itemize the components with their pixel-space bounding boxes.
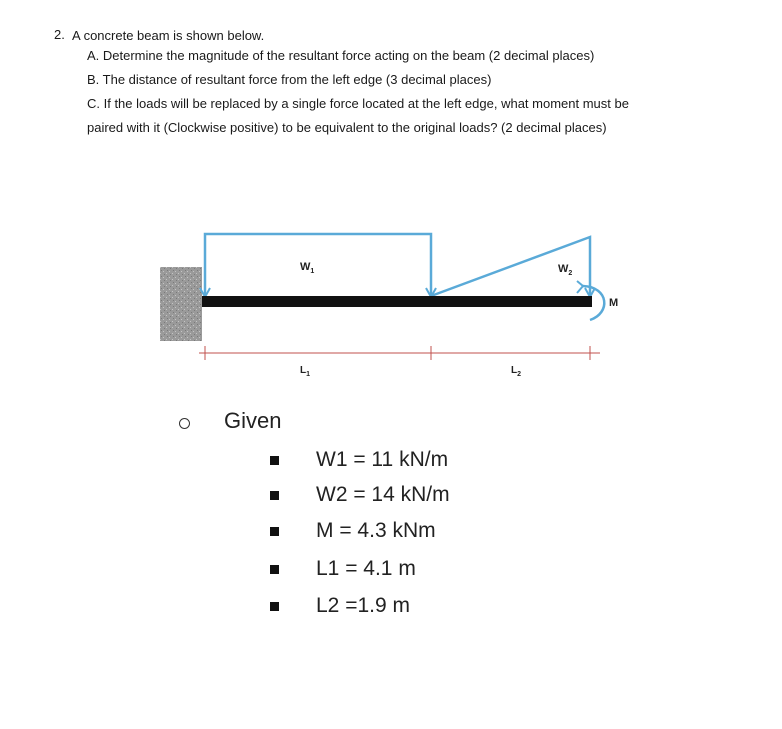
l2-label: $L_2$	[511, 365, 522, 378]
question-number: 2.	[54, 27, 65, 42]
square-bullet-icon	[270, 565, 279, 574]
given-item-w2	[270, 481, 450, 509]
square-bullet-icon	[270, 456, 279, 465]
w1-uniform-load	[205, 234, 431, 296]
given-item-text: L1 = 4.1 m	[316, 557, 416, 580]
l1-label: $L_1$	[300, 365, 311, 378]
given-item-w1	[270, 446, 448, 474]
given-item-text: L2 =1.9 m	[316, 594, 410, 617]
moment-label: M	[609, 297, 619, 309]
given-bullet-icon	[179, 418, 190, 429]
question-part-c: C. If the loads will be replaced by a single force located at the left edge, what moment must be	[87, 96, 629, 111]
square-bullet-icon	[270, 602, 279, 611]
question-part-c-continued: paired with it (Clockwise positive) to be equivalent to the original loads? (2 decimal places)	[87, 120, 607, 135]
w2-label: $W_2$	[558, 263, 573, 277]
question-intro: A concrete beam is shown below.	[72, 28, 265, 43]
beam	[202, 296, 592, 307]
moment-arrow-icon	[577, 281, 583, 293]
given-heading: Given	[224, 408, 282, 433]
given-item-l2	[270, 592, 410, 620]
given-item-text: W2 = 14 kN/m	[316, 483, 450, 506]
fixed-wall-support	[160, 267, 202, 341]
given-item-m	[270, 517, 436, 545]
given-item-l1	[270, 555, 416, 583]
question-part-a: A. Determine the magnitude of the resultant force acting on the beam (2 decimal places)	[87, 48, 595, 63]
square-bullet-icon	[270, 527, 279, 536]
w1-label: $W_1$	[300, 261, 315, 275]
question-part-b: B. The distance of resultant force from the left edge (3 decimal places)	[87, 72, 492, 87]
square-bullet-icon	[270, 491, 279, 500]
given-item-text: M = 4.3 kNm	[316, 519, 436, 542]
given-item-text: W1 = 11 kN/m	[316, 448, 449, 471]
